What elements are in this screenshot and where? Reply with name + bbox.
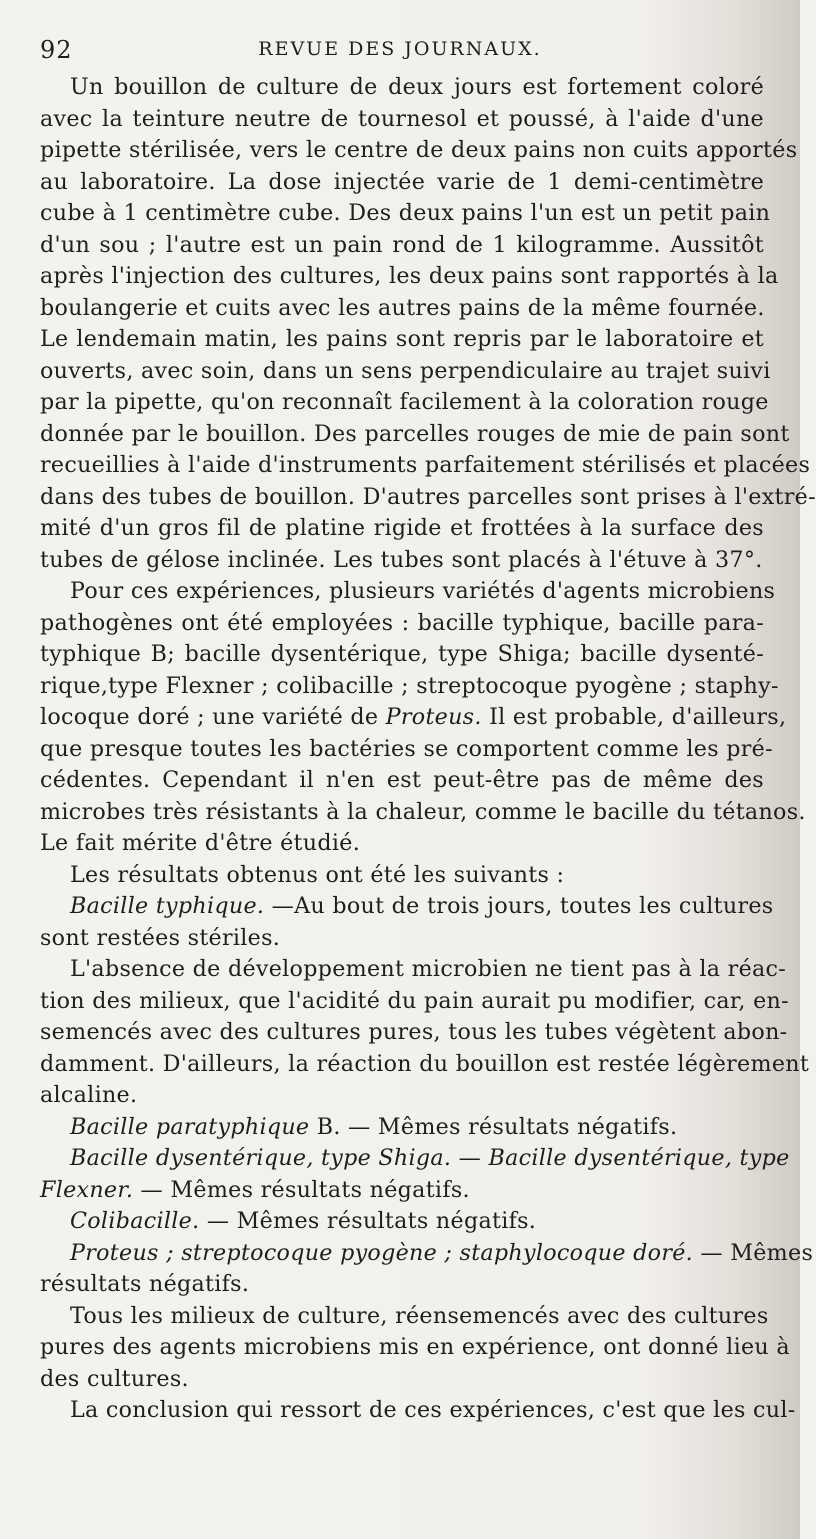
text-line: que presque toutes les bactéries se comportent comme les pré- [40,735,773,762]
text-segment: — [458,1145,482,1171]
text-segment: B. — Mêmes résultats négatifs. [316,1113,678,1140]
text-line: L'absence de développement microbien ne tient pas à la réac- [70,956,787,982]
text-line: pipette stérilisée, vers le centre de deux pains non cuits apportés [40,137,798,163]
text-line: mité d'un gros fil de platine rigide et frottées à la surface des [40,515,764,541]
page-header [40,30,760,70]
text-line: tubes de gélose inclinée. Les tubes sont placés à l'étuve à 37°. [40,546,763,573]
page-number: 92 [40,36,73,64]
text-line: ouverts, avec soin, dans un sens perpendiculaire au trajet suivi [40,357,771,384]
text-line: typhique B; bacille dysentérique, type Shiga; bacille dysenté- [40,641,764,667]
text-line: dans des tubes de bouillon. D'autres parcelles sont prises à l'extré- [40,483,816,510]
text-line: La conclusion qui ressort de ces expériences, c'est que les cul- [70,1397,796,1423]
italic-segment: Proteus ; streptocoque pyogène ; staphylocoque doré. [70,1239,694,1266]
text-line: Tous les milieux de culture, réensemencés avec des cultures [70,1302,769,1329]
text-line: Le lendemain matin, les pains sont repris par le laboratoire et [40,326,764,352]
text-segment: Il est probable, d'ailleurs, [489,704,787,730]
text-line: rique,type Flexner ; colibacille ; streptocoque pyogène ; staphy- [40,672,779,699]
body-text [40,72,816,1427]
text-line: Le fait mérite d'être étudié. [40,830,361,856]
italic-segment: Bacille dysentérique, type Shiga. [70,1145,452,1171]
text-line: alcaline. [40,1082,138,1108]
text-segment: — Mêmes résultats négatifs. [206,1208,537,1234]
text-segment: locoque doré ; une variété de [40,704,379,730]
text-segment: —Au bout de trois jours, toutes les cultures [271,893,774,919]
text-line: pures des agents microbiens mis en expérience, ont donné lieu à [40,1334,790,1360]
text-line: résultats négatifs. [40,1271,250,1297]
text-line: microbes très résistants à la chaleur, comme le bacille du tétanos. [40,798,806,825]
text-line: Pour ces expériences, plusieurs variétés d'agents microbiens [70,578,776,604]
text-line-mixed [40,1206,764,1238]
text-line: pathogènes ont été employées : bacille typhique, bacille para- [40,609,764,636]
italic-segment: Proteus. [385,704,482,730]
text-line: tion des milieux, que l'acidité du pain aurait pu modifier, car, en- [40,987,789,1014]
text-line-mixed [40,702,787,734]
text-line: par la pipette, qu'on reconnaît facilement à la coloration rouge [40,389,769,415]
text-line: sont restées stériles. [40,924,281,951]
running-head: REVUE DES JOURNAUX. [258,38,542,60]
text-line: cédentes. Cependant il n'en est peut-être pas de même des [40,767,764,793]
text-line-mixed [40,891,774,923]
italic-segment: Flexner. [40,1176,134,1203]
text-line-mixed [40,1112,764,1144]
text-segment: — Mêmes [700,1239,814,1266]
text-line: d'un sou ; l'autre est un pain rond de 1 kilogramme. Aussitôt [40,231,764,258]
text-line: des cultures. [40,1365,189,1392]
text-line: damment. D'ailleurs, la réaction du bouillon est restée légèrement [40,1050,810,1077]
text-line: au laboratoire. La dose injectée varie de 1 demi-centimètre [40,168,764,195]
italic-segment: Bacille typhique. [70,893,265,919]
italic-segment: Bacille dysentérique, type [488,1145,790,1171]
text-line: cube à 1 centimètre cube. Des deux pains l'un est un petit pain [40,200,771,226]
text-line-mixed [40,1238,814,1270]
text-line: Un bouillon de culture de deux jours est fortement coloré [70,74,764,100]
italic-segment: Bacille paratyphique [70,1113,310,1140]
text-line: semencés avec des cultures pures, tous les tubes végètent abon- [40,1019,788,1045]
text-line: avec la teinture neutre de tournesol et poussé, à l'aide d'une [40,105,764,132]
italic-segment: Colibacille. [70,1208,200,1234]
text-line-mixed [40,1143,790,1175]
text-segment: — Mêmes résultats négatifs. [140,1176,470,1203]
text-line: Les résultats obtenus ont été les suivants : [70,861,565,888]
text-line: donnée par le bouillon. Des parcelles rouges de mie de pain sont [40,420,790,447]
text-line: après l'injection des cultures, les deux pains sont rapportés à la [40,263,779,289]
text-line: recueillies à l'aide d'instruments parfaitement stérilisés et placées [40,452,811,478]
text-line-mixed [40,1175,764,1207]
text-line: boulangerie et cuits avec les autres pains de la même fournée. [40,294,765,321]
